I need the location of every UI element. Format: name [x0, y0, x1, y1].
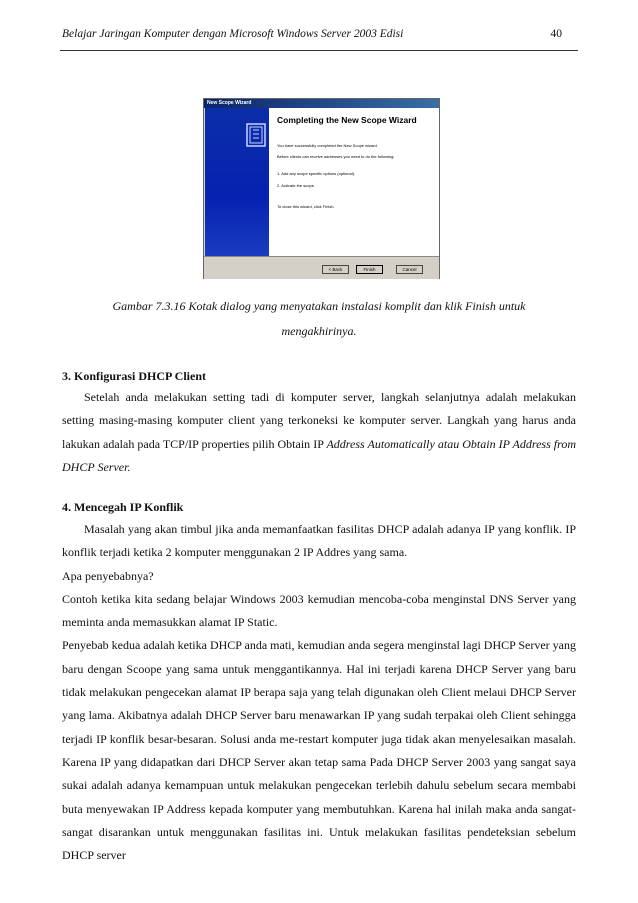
- wizard-heading: Completing the New Scope Wizard: [277, 115, 417, 125]
- cancel-button[interactable]: Cancel: [396, 265, 423, 274]
- wizard-logo-icon: [245, 122, 267, 148]
- section-4-body: [62, 518, 576, 867]
- wizard-screenshot: [203, 98, 440, 279]
- caption-line-2: mengakhirinya.: [281, 324, 357, 338]
- section-3-text: Setelah anda melakukan setting tadi di komputer server, langkah selanjutnya adalah melakukan setting masing-masing komputer client yang terkoneksi ke komputer server. Langkah yang harus anda lakukan adalah pada TCP/IP properties pilih Obtain IP: [62, 390, 576, 451]
- figure-caption: [62, 294, 576, 344]
- wizard-success-text: You have successfully completed the New Scope wizard.: [277, 143, 378, 148]
- wizard-instructions-text: Before clients can receive addresses you need to do the following:: [277, 154, 395, 159]
- wizard-step-1: 1. Add any scope specific options (optional).: [277, 171, 356, 176]
- finish-button[interactable]: Finish: [356, 265, 383, 274]
- page-number: 40: [550, 28, 562, 40]
- wizard-button-bar: [204, 256, 439, 279]
- section-4-paragraph-2: Apa penyebabnya?: [62, 568, 154, 583]
- section-4-paragraph-1: Masalah yang akan timbul jika anda memanfaatkan fasilitas DHCP adalah adanya IP yang konflik. IP konflik terjadi ketika 2 komputer menggunakan 2 IP Addres yang sama.: [62, 522, 576, 560]
- section-4-paragraph-3: Contoh ketika kita sedang belajar Windows 2003 kemudian mencoba-coba menginstal DNS Server yang meminta anda memasukkan alamat IP Static.: [62, 591, 576, 630]
- caption-line-1: Gambar 7.3.16 Kotak dialog yang menyatakan instalasi komplit dan klik Finish untuk: [112, 299, 526, 313]
- wizard-side-panel: [205, 108, 269, 256]
- wizard-close-hint: To close this wizard, click Finish.: [277, 204, 335, 209]
- running-header: [62, 28, 576, 40]
- section-4-paragraph-4: Penyebab kedua adalah ketika DHCP anda mati, kemudian anda segera menginstal lagi DHCP Server yang baru dengan Scoope yang sama untuk menggantikannya. Hal ini terjadi karena DHCP Server yang baru tidak melakukan pengecekan alamat IP berapa saja yang telah digunakan oleh Client melaui DHCP Server yang lama. Akibatnya adalah DHCP Server baru menawarkan IP yang sudah terpakai oleh Client sehingga terjadi IP konflik besar-besaran. Solusi anda me-restart komputer juga tidak akan menyelesaikan masalah. Karena IP yang didapatkan dari DHCP Server akan tetap sama Pada DHCP Server 2003 yang sangat saya sukai adalah adanya kemampuan untuk melakukan pengecekan terlebih dahulu sebelum secara membabi buta menyewakan IP Address kepada komputer yang membutuhkan. Karena hal inilah maka anda sangat-sangat disarankan untuk menggunakan fasilitas ini. Untuk melakukan fasilitas pendeteksian sebelum DHCP server: [62, 638, 576, 863]
- wizard-title-bar: New Scope Wizard: [204, 99, 439, 108]
- wizard-content-panel: [269, 108, 439, 256]
- header-rule: [60, 50, 578, 51]
- section-3-italic-text: Address Automatically atau Obtain IP Address from DHCP Server.: [62, 436, 577, 474]
- section-3-body: [62, 386, 576, 479]
- header-title: Belajar Jaringan Komputer dengan Microsoft Windows Server 2003 Edisi: [62, 28, 404, 40]
- section-4-title: 4. Mencegah IP Konflik: [62, 500, 184, 514]
- wizard-step-2: 2. Activate the scope.: [277, 183, 316, 188]
- back-button[interactable]: < Back: [322, 265, 349, 274]
- section-3-title: 3. Konfigurasi DHCP Client: [62, 369, 207, 383]
